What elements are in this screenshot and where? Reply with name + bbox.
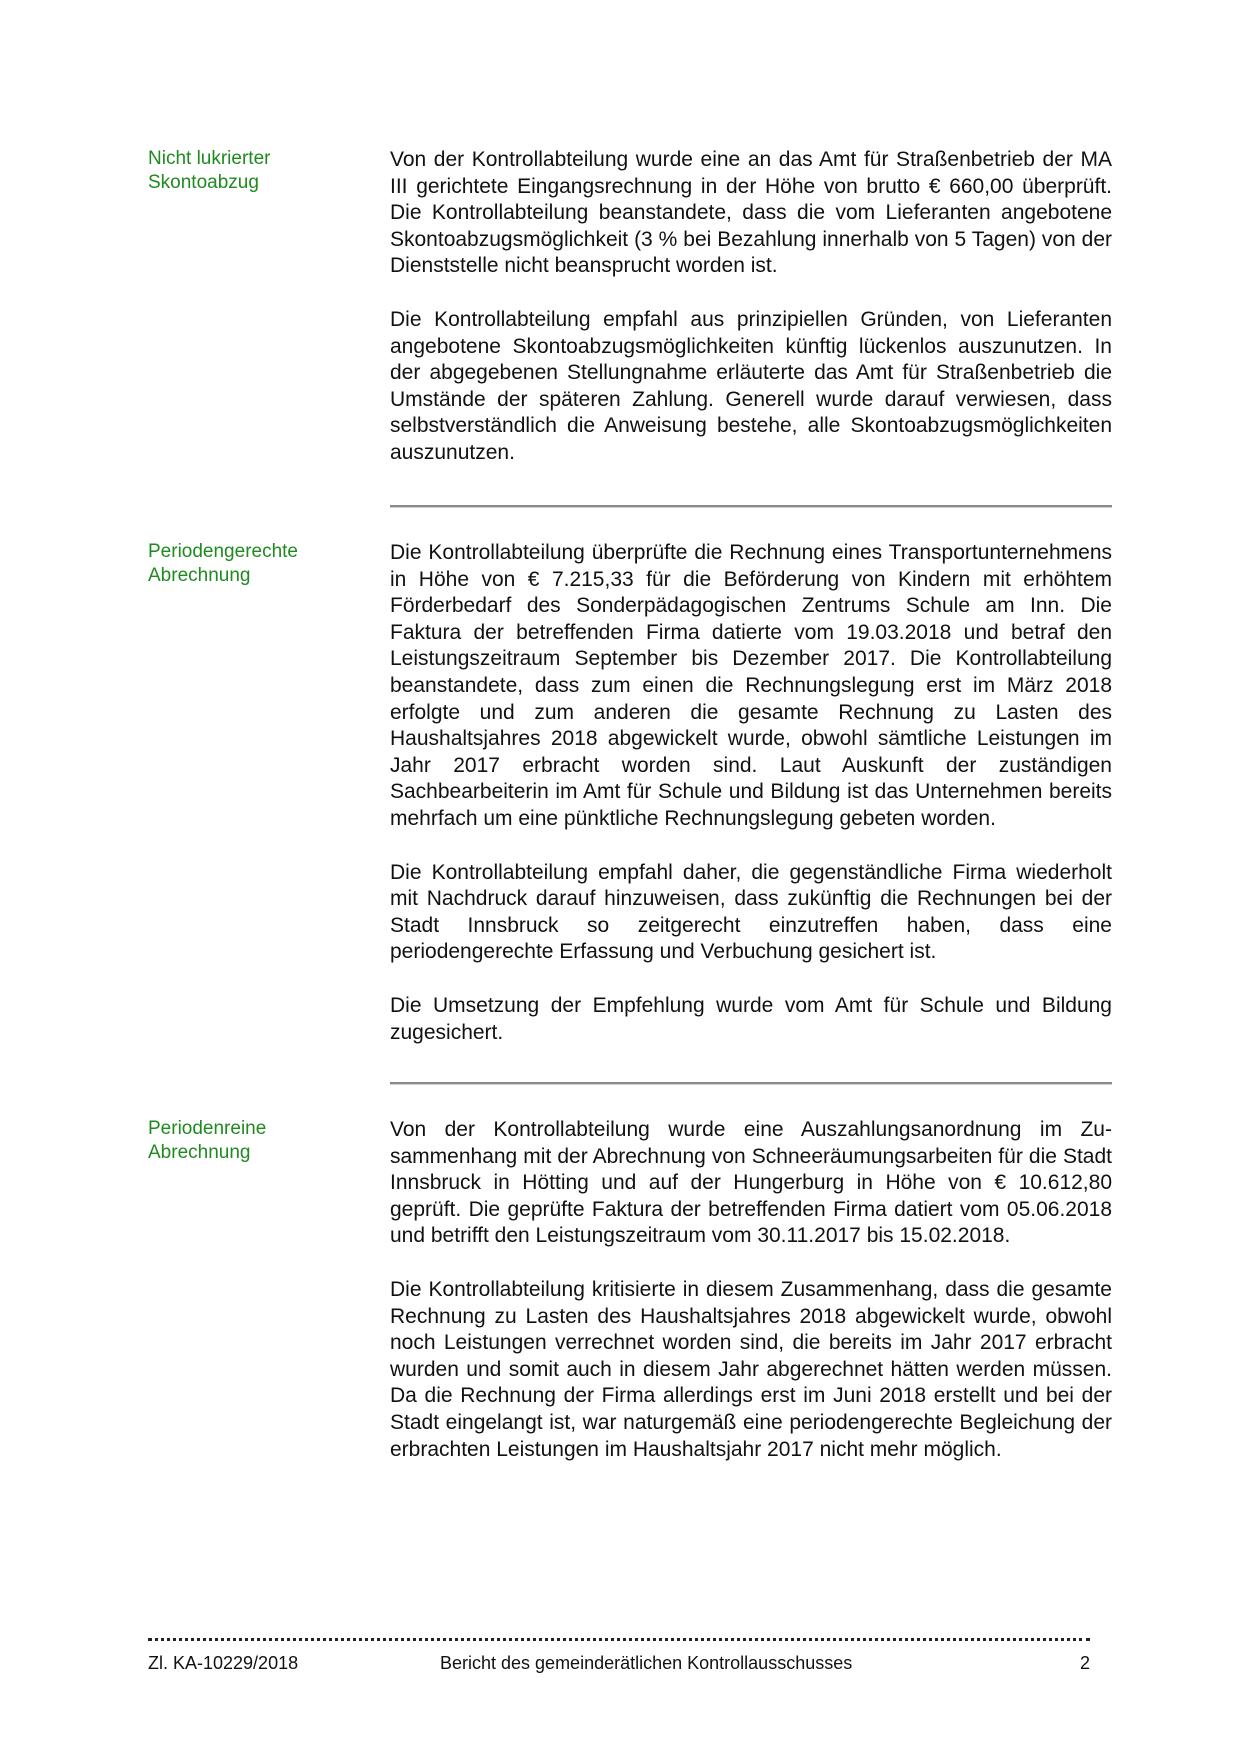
section-body [390,540,1112,1046]
footer-reference: Zl. KA-10229/2018 [148,1653,299,1673]
section-body [390,1117,1112,1463]
paragraph: Von der Kontrollabteilung wurde eine an das Amt für Straßenbetrieb der MA III gerichtete Eingangsrechnung in der Höhe von brutto € 660,00 überprüft. Die Kontrollabteilung beanstandete, dass die vom Lieferanten angebotene Skontoabzugsmöglichkeit (3 % bei Bezahlung innerhalb von 5 Tagen) von der Dienststelle nicht beansprucht worden ist. [390,148,1112,278]
footer-dotted-rule [148,1638,1090,1641]
footer-title: Bericht des gemeinderätlichen Kontrollausschusses [440,1653,853,1673]
paragraph: Die Kontrollabteilung empfahl aus prinzipiellen Gründen, von Lieferanten angebotene Skontoabzugsmöglichkeiten künftig lückenlos auszunutzen. In der abgegebenen Stellungnahme erläuterte das Amt für Straßenbetrieb die Umstände der späteren Zahlung. Generell wurde darauf verwiesen, dass selbstverständlich die Anweisung bestehe, alle Skontoabzugsmöglichkeiten auszunutzen. [390,307,1112,464]
margin-heading-periodengerechte [148,540,368,588]
margin-heading-line: Nicht lukrierter [148,148,271,169]
paragraph: Von der Kontrollabteilung wurde eine Auszahlungsanordnung im Zusammenhang mit der Abrechnung von Schneeräumungsarbeiten für die Stadt Innsbruck in Hötting und auf der Hungerburg in Höhe von € 10.612,80 geprüft. Die geprüfte Faktura der betreffenden Firma datiert vom 05.06.2018 und betrifft den Leistungszeitraum vom 30.11.2017 bis 15.02.2018. [390,1118,1112,1248]
paragraph: Die Umsetzung der Empfehlung wurde vom Amt für Schule und Bildung zugesichert. [390,993,1112,1044]
paragraph: Die Kontrollabteilung überprüfte die Rechnung eines Transportunternehmens in Höhe von € 7.215,33 für die Beförderung von Kindern mit erhöhtem Förderbedarf des Sonderpädagogischen Zentrums Schule am Inn. Die Faktura der betreffenden Firma datierte vom 19.03.2018 und betraf den Leistungszeitraum September bis Dezember 2017. Die Kontrollabteilung beanstandete, dass zum einen die Rechnungslegung erst im März 2018 erfolgte und zum anderen die gesamte Rechnung zu Lasten des Haushaltsjahres 2018 abgewickelt wurde, obwohl sämtliche Leistungen im Jahr 2017 erbracht worden sind. Laut Auskunft der zuständigen Sachbearbeiterin im Amt für Schule und Bildung ist das Unternehmen bereits mehrfach um eine pünktliche Rechnungslegung gebeten worden. [390,541,1112,830]
margin-heading-line: Periodengerechte [148,541,298,562]
section-separator [390,1082,1112,1084]
page-number: 2 [1079,1653,1090,1673]
margin-heading-periodenreine [148,1117,368,1165]
paragraph: Die Kontrollabteilung empfahl daher, die gegenständliche Firma wiederholt mit Nachdruck darauf hinzuweisen, dass zukünftig die Rechnungen bei der Stadt Innsbruck so zeitgerecht einzutreffen haben, dass eine periodengerechte Erfassung und Verbuchung gesichert ist. [390,860,1112,964]
section-separator [390,505,1112,507]
margin-heading-line: Skontoabzug [148,172,259,193]
margin-heading-line: Abrechnung [148,1142,251,1163]
section-body [390,147,1112,467]
paragraph: Die Kontrollabteilung kritisierte in diesem Zusammenhang, dass die gesamte Rechnung zu Lasten des Haushaltsjahres 2018 abgewickelt wurde, obwohl noch Leistungen verrechnet worden sind, die bereits im Jahr 2017 erbracht wurden und somit auch in diesem Jahr abgerechnet hätten werden müssen. Da die Rechnung der Firma allerdings erst im Juni 2018 erstellt und bei der Stadt eingelangt ist, war naturgemäß eine periodengerechte Begleichung der erbrachten Leistungen im Haushaltsjahr 2017 nicht mehr möglich. [390,1277,1112,1461]
margin-heading-skontoabzug [148,147,368,195]
margin-heading-line: Abrechnung [148,565,251,586]
margin-heading-line: Periodenreine [148,1118,267,1139]
